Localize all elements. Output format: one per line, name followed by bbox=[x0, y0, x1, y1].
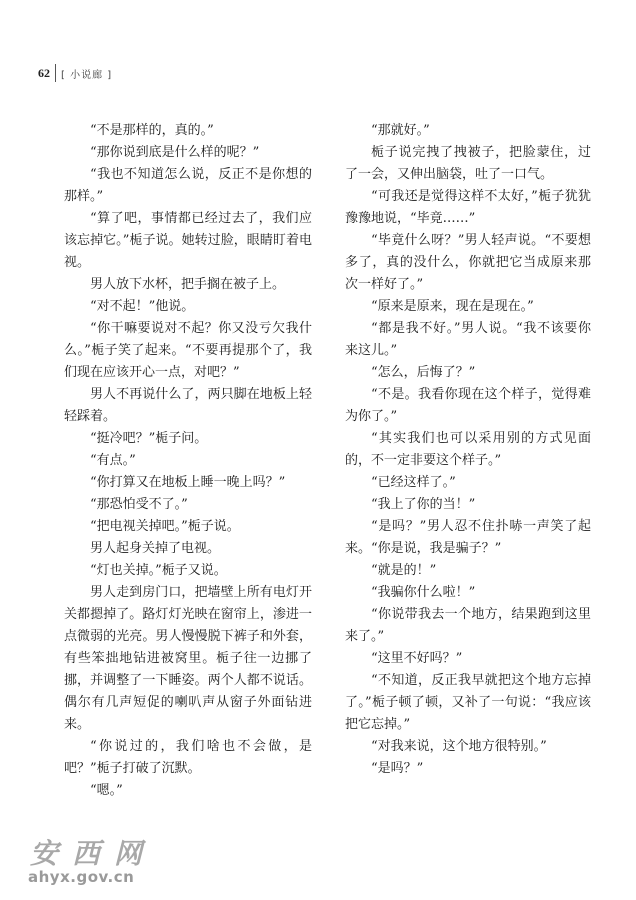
paragraph: “那恐怕受不了。” bbox=[90, 497, 188, 512]
paragraph: “可我还是觉得这样不太好，”栀子犹犹豫豫地说，“毕竟……” bbox=[345, 189, 591, 226]
watermark-url: ahyx.gov.cn bbox=[28, 868, 135, 886]
section-label: [ 小说廊 ] bbox=[61, 69, 113, 81]
paragraph: “你干嘛要说对不起？你又没亏欠我什么。”栀子笑了起来。“不要再提那个了，我们现在应该开心一点，对吧？” bbox=[64, 321, 312, 380]
paragraph: “原来是原来，现在是现在。” bbox=[371, 299, 534, 314]
page-number: 62 bbox=[38, 65, 50, 80]
watermark-logo: 安西网 bbox=[30, 837, 157, 870]
paragraph: “嗯。” bbox=[90, 783, 123, 798]
paragraph: “你打算又在地板上睡一晚上吗？” bbox=[90, 475, 286, 490]
watermark bbox=[22, 832, 212, 894]
header-divider bbox=[55, 64, 56, 82]
paragraph: “你说过的，我们啥也不会做，是吧？”栀子打破了沉默。 bbox=[64, 739, 312, 776]
paragraph: 男人走到房门口，把墙壁上所有电灯开关都摁掉了。路灯灯光映在窗帘上，渗进一点微弱的光亮。男人慢慢脱下裤子和外套，有些笨拙地钻进被窝里。栀子往一边挪了挪，并调整了一下睡姿。两个人都不说话。偶尔有几声短促的喇叭声从窗子外面钻进来。 bbox=[64, 585, 312, 732]
paragraph: “其实我们也可以采用别的方式见面的，不一定非要这个样子。” bbox=[345, 431, 591, 468]
paragraph: “不知道，反正我早就把这个地方忘掉了。”栀子顿了顿，又补了一句说：“我应该把它忘掉。” bbox=[345, 673, 591, 732]
paragraph: “那就好。” bbox=[371, 123, 430, 138]
paragraph: “都是我不好。”男人说。“我不该要你来这儿。” bbox=[345, 321, 591, 358]
paragraph: 男人放下水杯，把手搁在被子上。 bbox=[90, 277, 286, 292]
right-column bbox=[345, 120, 591, 780]
paragraph: “那你说到底是什么样的呢？” bbox=[90, 145, 260, 160]
paragraph: “不是那样的，真的。” bbox=[90, 123, 214, 138]
paragraph: “是吗？” bbox=[371, 761, 424, 776]
paragraph: 男人起身关掉了电视。 bbox=[90, 541, 221, 556]
paragraph: “我骗你什么啦！” bbox=[371, 585, 476, 600]
paragraph: “已经这样了。” bbox=[371, 475, 456, 490]
page-header bbox=[38, 64, 112, 82]
paragraph: “毕竟什么呀？”男人轻声说。“不要想多了，真的没什么，你就把它当成原来那次一样好了。” bbox=[345, 233, 591, 292]
paragraph: “你说带我去一个地方，结果跑到这里来了。” bbox=[345, 607, 591, 644]
paragraph: 栀子说完拽了拽被子，把脸蒙住，过了一会，又伸出脑袋，吐了一口气。 bbox=[345, 145, 591, 182]
paragraph: “算了吧，事情都已经过去了，我们应该忘掉它。”栀子说。她转过脸，眼睛盯着电视。 bbox=[64, 211, 312, 270]
left-column bbox=[64, 120, 312, 802]
paragraph: “怎么，后悔了？” bbox=[371, 365, 476, 380]
paragraph: “我也不知道怎么说，反正不是你想的那样。” bbox=[64, 167, 312, 204]
paragraph: “不是。我看你现在这个样子，觉得难为你了。” bbox=[345, 387, 591, 424]
paragraph: “这里不好吗？” bbox=[371, 651, 463, 666]
paragraph: “我上了你的当！” bbox=[371, 497, 476, 512]
paragraph: “就是的！” bbox=[371, 563, 437, 578]
paragraph: “对不起！”他说。 bbox=[90, 299, 195, 314]
paragraph: “挺冷吧？”栀子问。 bbox=[90, 431, 208, 446]
paragraph: “灯也关掉。”栀子又说。 bbox=[90, 563, 227, 578]
paragraph: “有点。” bbox=[90, 453, 136, 468]
paragraph: “把电视关掉吧。”栀子说。 bbox=[90, 519, 240, 534]
paragraph: 男人不再说什么了，两只脚在地板上轻轻踩着。 bbox=[64, 387, 312, 424]
paragraph: “对我来说，这个地方很特别。” bbox=[371, 739, 547, 754]
paragraph: “是吗？”男人忍不住扑哧一声笑了起来。“你是说，我是骗子？” bbox=[345, 519, 591, 556]
